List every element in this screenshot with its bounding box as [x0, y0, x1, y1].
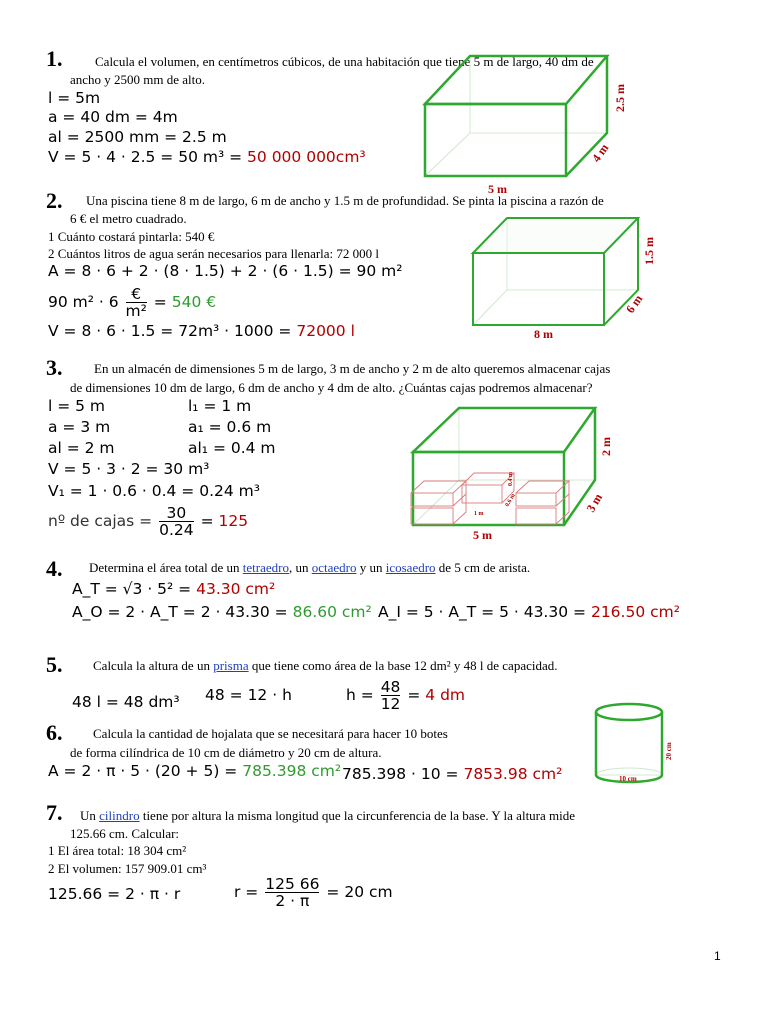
fraction-numerator: € [131, 285, 142, 303]
link-octaedro[interactable]: octaedro [311, 560, 357, 575]
problem-number: 5. [46, 652, 63, 677]
formula-box-height: al₁ = 0.4 m [188, 439, 276, 457]
problem-statement: En un almacén de dimensiones 5 m de largo, 3 m de ancho y 2 m de alto queremos almacenar cajas [94, 361, 611, 376]
problem-number: 6. [46, 720, 63, 745]
formula-count-result: 125 [218, 512, 249, 530]
statement-sep: y un [359, 560, 383, 575]
fig-height-label: 2.5 m [613, 84, 627, 112]
page-number: 1 [714, 949, 721, 963]
fig-length-label: 8 m [534, 327, 553, 341]
formula-cost-eq: = [153, 293, 167, 311]
problem-statement: Calcula el volumen, en centímetros cúbicos, de una habitación que tiene 5 m de largo, 40 dm de [95, 54, 594, 69]
problem-statement-cont: 125.66 cm. Calcular: [70, 826, 180, 841]
statement-text: Determina el área total de un [89, 560, 240, 575]
formula-count-left: nº de cajas = [48, 512, 153, 530]
fig-width-label: 4 m [588, 141, 612, 165]
statement-text: Calcula la altura de un [93, 658, 210, 673]
formula-volume-result: 72000 l [296, 322, 355, 340]
statement-sep: , un [288, 560, 309, 575]
problem-number: 3. [46, 355, 63, 380]
fraction-numerator: 125 66 [265, 875, 320, 893]
problem-statement-cont: ancho y 2500 mm de alto. [70, 72, 206, 87]
problem-statement-cont: de dimensiones 10 dm de largo, 6 dm de ancho y 4 dm de alto. ¿Cuántas cajas podremos almacenar? [70, 380, 593, 395]
problem-statement: Una piscina tiene 8 m de largo, 6 m de ancho y 1.5 m de profundidad. Se pinta la piscina a razón de [86, 193, 604, 208]
formula-height-left: h = [346, 686, 374, 704]
formula-height-eq: = [407, 686, 421, 704]
formula-expr: A = 2 · π · 5 · (20 + 5) = [48, 762, 238, 780]
formula-box-width: a₁ = 0.6 m [188, 418, 272, 436]
formula-cost-result: 540 € [171, 293, 217, 311]
fig-length-label: 5 m [488, 182, 507, 196]
fraction-denominator: 2 · π [265, 892, 319, 909]
link-tetraedro[interactable]: tetraedro [242, 560, 289, 575]
problem-number: 7. [46, 800, 63, 825]
fig-length-label: 5 m [473, 528, 492, 542]
fig-height-label: 1.5 m [642, 237, 656, 265]
formula-radius-eq: = 20 cm [326, 883, 393, 901]
formula-expr: A_T = √3 · 5² = [72, 580, 192, 598]
fig-box-length-label: 1 m [474, 511, 484, 517]
fig-diameter-label: 10 cm [619, 775, 637, 783]
question-1: 1 Cuánto costará pintarla: 540 € [48, 229, 215, 244]
problem-number: 4. [46, 556, 63, 581]
formula-expr: A_I = 5 · A_T = 5 · 43.30 = [378, 603, 587, 621]
fraction-denominator: m² [125, 302, 147, 320]
formula-expr: 785.398 · 10 = [342, 765, 459, 783]
statement-text: Un [80, 808, 96, 823]
link-cilindro[interactable]: cilindro [99, 808, 140, 823]
formula-result: 785.398 cm² [242, 762, 342, 780]
formula-length: l = 5 m [48, 397, 106, 415]
formula-radius-fraction [265, 876, 319, 909]
fig-width-label: 6 m [622, 292, 646, 316]
formula-height: al = 2 m [48, 439, 115, 457]
fig-width-label: 3 m [583, 491, 606, 515]
problem-number: 2. [46, 188, 63, 213]
formula-capacity: 48 l = 48 dm³ [72, 693, 180, 711]
problem-statement-cont: 6 € el metro cuadrado. [70, 211, 187, 226]
formula-height-result: 4 dm [425, 686, 466, 704]
formula-area: A = 8 · 6 + 2 · (8 · 1.5) + 2 · (6 · 1.5) = 90 m² [48, 262, 403, 280]
problem-statement: Calcula la cantidad de hojalata que se necesitará para hacer 10 botes [93, 726, 448, 741]
fraction-numerator: 48 [380, 678, 401, 696]
formula-length: l = 5m [48, 89, 101, 107]
link-icosaedro[interactable]: icosaedro [385, 560, 436, 575]
formula-circumference: 125.66 = 2 · π · r [48, 885, 181, 903]
formula-equation: 48 = 12 · h [205, 686, 292, 704]
question-2: 2 El volumen: 157 909.01 cm³ [48, 861, 207, 876]
formula-radius-left: r = [234, 883, 259, 901]
statement-text: de 5 cm de arista. [438, 560, 531, 575]
question-1: 1 El área total: 18 304 cm² [48, 843, 187, 858]
fraction-denominator: 12 [380, 695, 401, 713]
formula-volume-expr: V = 5 · 4 · 2.5 = 50 m³ = [48, 148, 243, 166]
formula-result: 43.30 cm² [196, 580, 276, 598]
fig-height-label: 2 m [599, 437, 613, 456]
statement-text: que tiene como área de la base 12 dm² y 48 l de capacidad. [251, 658, 558, 673]
fraction-numerator: 30 [166, 504, 187, 522]
problem-statement-cont: de forma cilíndrica de 10 cm de diámetro y 20 cm de altura. [70, 745, 382, 760]
formula-box-volume: V₁ = 1 · 0.6 · 0.4 = 0.24 m³ [48, 482, 260, 500]
fig-box-width-label: 0.6 m [504, 492, 517, 508]
formula-height: al = 2500 mm = 2.5 m [48, 128, 227, 146]
link-prisma[interactable]: prisma [213, 658, 249, 673]
statement-text: tiene por altura la misma longitud que la circunferencia de la base. Y la altura mide [142, 808, 576, 823]
formula-volume: V = 5 · 3 · 2 = 30 m³ [48, 460, 210, 478]
formula-width: a = 40 dm = 4m [48, 108, 178, 126]
formula-result: 86.60 cm² [292, 603, 372, 621]
formula-count-eq: = [200, 512, 214, 530]
formula-box-length: l₁ = 1 m [188, 397, 252, 415]
fig-box-height-label: 0.4 m [508, 472, 514, 486]
fig-height-label: 20 cm [665, 742, 673, 760]
problem-number: 1. [46, 46, 63, 71]
formula-cost-left: 90 m² · 6 [48, 293, 119, 311]
formula-radius [234, 876, 393, 909]
formula-volume-result: 50 000 000cm³ [247, 148, 366, 166]
formula-width: a = 3 m [48, 418, 111, 436]
formula-expr: A_O = 2 · A_T = 2 · 43.30 = [72, 603, 288, 621]
formula-volume-expr: V = 8 · 6 · 1.5 = 72m³ · 1000 = [48, 322, 292, 340]
fraction-denominator: 0.24 [159, 521, 194, 539]
problem-statement [80, 808, 575, 824]
question-2: 2 Cuántos litros de agua serán necesarios para llenarla: 72 000 l [48, 246, 380, 261]
formula-result: 216.50 cm² [590, 603, 680, 621]
formula-result: 7853.98 cm² [463, 765, 563, 783]
